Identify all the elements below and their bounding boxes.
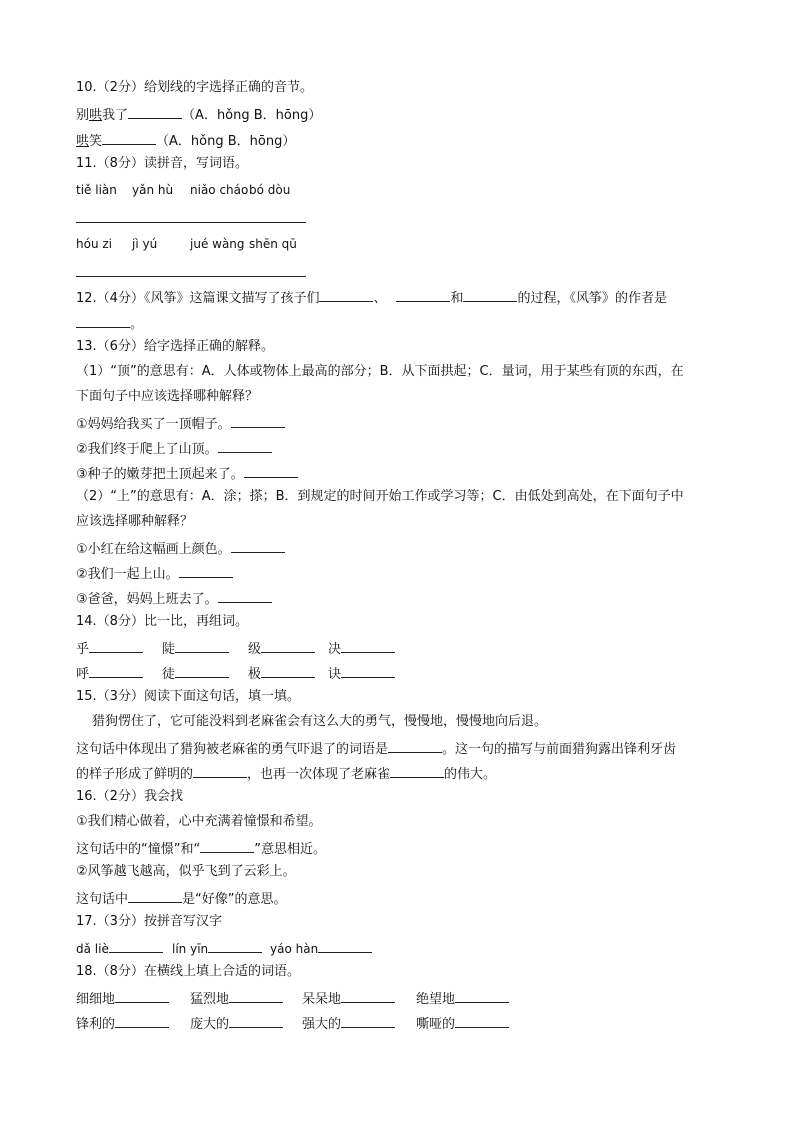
q14-heading: 14.（8分）比一比，再组词。 (76, 614, 248, 629)
q11-heading: 11.（8分）读拼音，写词语。 (76, 156, 248, 171)
q10-answer-blank-2[interactable] (102, 131, 156, 145)
q15-heading: 15.（3分）阅读下面这句话，填一填。 (76, 689, 300, 704)
q18-blank[interactable] (341, 1014, 395, 1028)
q11-pinyin-3: niǎo cháo (190, 183, 249, 197)
q17-blank[interactable] (208, 939, 262, 953)
q14-char: 极 (248, 667, 262, 682)
q10-row1-post: 我了 (102, 108, 129, 123)
q10-underlined-char-1: 哄 (89, 108, 103, 123)
q16-sentence-2: ②风筝越飞越高，似乎飞到了云彩上。 (76, 864, 296, 879)
q12-line-2 (76, 314, 143, 333)
q10-options-1: （A．hǒng B．hōng） (182, 108, 322, 123)
q10-row-1 (76, 105, 321, 124)
q13-sentence-1 (76, 414, 285, 433)
q17-pinyin: lín yīn (172, 942, 209, 956)
q14-blank[interactable] (261, 664, 315, 678)
q18-word: 细细地 (76, 992, 116, 1007)
q18-word: 锋利的 (76, 1017, 116, 1032)
q13-s4-text: ①小红在给这幅画上颜色。 (76, 542, 231, 557)
q11-pinyin-5: hóu zi (76, 237, 112, 251)
q18-item-6 (190, 1014, 283, 1033)
q18-blank[interactable] (341, 989, 395, 1003)
q13-sentence-4 (76, 539, 285, 558)
q13-sentence-6 (76, 589, 272, 608)
q18-blank[interactable] (229, 989, 283, 1003)
q14-item-8 (328, 664, 395, 683)
q15-blank-3[interactable] (390, 764, 444, 778)
q13-part1-line-1: （1）“顶”的意思有：A．人体或物体上最高的部分；B．从下面拱起；C．量词，用于某些有顶的东西，在 (76, 364, 684, 379)
q18-blank[interactable] (455, 989, 509, 1003)
q13-part1-line-2: 下面句子中应该选择哪种解释？ (76, 389, 259, 404)
q18-blank[interactable] (455, 1014, 509, 1028)
q18-item-3 (302, 989, 395, 1008)
q12-blank-4[interactable] (76, 314, 130, 328)
q14-char: 陡 (162, 642, 176, 657)
q10-row2-post: 笑 (89, 134, 103, 149)
q13-sentence-3 (76, 464, 298, 483)
q18-word: 庞大的 (190, 1017, 230, 1032)
q17-blank[interactable] (318, 939, 372, 953)
q17-heading: 17.（3分）按拼音写汉字 (76, 914, 222, 929)
q10-underlined-char-2: 哄 (76, 134, 90, 149)
q18-item-1 (76, 989, 169, 1008)
q18-word: 呆呆地 (302, 992, 342, 1007)
q18-heading: 18.（8分）在横线上填上合适的词语。 (76, 964, 300, 979)
q10-answer-blank-1[interactable] (128, 105, 182, 119)
q18-item-5 (76, 1014, 169, 1033)
q15-text-c: 的样子形成了鲜明的 (76, 767, 194, 782)
q14-blank[interactable] (341, 639, 395, 653)
q16-question-1 (76, 839, 326, 858)
q18-word: 绝望地 (416, 992, 456, 1007)
q10-row-2 (76, 131, 295, 150)
q11-pinyin-4: bó dòu (249, 183, 291, 197)
q14-item-1 (76, 639, 143, 658)
q16-blank-2[interactable] (128, 889, 182, 903)
q13-sentence-2 (76, 439, 272, 458)
q15-blank-1[interactable] (388, 739, 442, 753)
q12-text-end: 。 (130, 317, 144, 332)
q14-blank[interactable] (175, 664, 229, 678)
q13-s1-text: ①妈妈给我买了一顶帽子。 (76, 417, 231, 432)
q15-text-d: ，也再一次体现了老麻雀 (247, 767, 391, 782)
q13-heading: 13.（6分）给字选择正确的解释。 (76, 339, 274, 354)
q18-blank[interactable] (115, 1014, 169, 1028)
q11-pinyin-7: jué wàng (190, 237, 245, 251)
q13-blank-6[interactable] (218, 589, 272, 603)
q11-pinyin-1: tiě liàn (76, 183, 117, 197)
q16-sentence-1: ①我们精心做着，心中充满着憧憬和希望。 (76, 814, 322, 829)
q17-pinyin: dǎ liè (76, 942, 109, 956)
q18-word: 嘶哑的 (416, 1017, 456, 1032)
q16-question-2 (76, 889, 287, 908)
q14-char: 徒 (162, 667, 176, 682)
q13-part2-line-1: （2）“上”的意思有：A．涂；搽；B．到规定的时间开始工作或学习等；C．由低处到高处，在下面句子中 (76, 489, 684, 504)
q13-blank-2[interactable] (218, 439, 272, 453)
q18-blank[interactable] (229, 1014, 283, 1028)
q18-item-7 (302, 1014, 395, 1033)
q18-word: 猛烈地 (190, 992, 230, 1007)
q11-pinyin-2: yǎn hù (132, 183, 174, 197)
q17-blank[interactable] (109, 939, 163, 953)
q13-blank-4[interactable] (231, 539, 285, 553)
q11-answer-line-2[interactable] (76, 276, 306, 277)
q15-line-1 (76, 739, 676, 758)
q10-row1-pre: 别 (76, 108, 90, 123)
q13-blank-5[interactable] (179, 564, 233, 578)
q14-item-6 (162, 664, 229, 683)
q12-text-a: 12.（4分）《风筝》这篇课文描写了孩子们 (76, 291, 320, 306)
q13-s6-text: ③爸爸，妈妈上班去了。 (76, 592, 218, 607)
q14-blank[interactable] (175, 639, 229, 653)
q15-line-2 (76, 764, 496, 783)
q14-char: 诀 (328, 667, 342, 682)
q10-options-2: （A．hǒng B．hōng） (156, 134, 296, 149)
q12-blank-1[interactable] (319, 288, 373, 302)
q15-text-b: 。这一句的描写与前面猎狗露出锋利牙齿 (442, 742, 677, 757)
q18-item-4 (416, 989, 509, 1008)
q12-text-b: 、 (373, 291, 387, 306)
q14-item-5 (76, 664, 143, 683)
q14-item-7 (248, 664, 315, 683)
q11-answer-line-1[interactable] (76, 222, 306, 223)
q16-blank-1[interactable] (200, 839, 254, 853)
q14-item-2 (162, 639, 229, 658)
q18-item-8 (416, 1014, 509, 1033)
q12-text-c: 和 (450, 291, 464, 306)
q13-s3-text: ③种子的嫩芽把土顶起来了。 (76, 467, 244, 482)
q12-blank-2[interactable] (396, 288, 450, 302)
q12-blank-3[interactable] (463, 288, 517, 302)
q18-item-2 (190, 989, 283, 1008)
q13-part2-line-2: 应该选择哪种解释？ (76, 514, 194, 529)
q14-item-4 (328, 639, 395, 658)
q11-pinyin-6: jì yú (132, 237, 158, 251)
q14-item-3 (248, 639, 315, 658)
q15-text-e: 的伟大。 (444, 767, 497, 782)
q13-sentence-5 (76, 564, 233, 583)
q13-blank-1[interactable] (231, 414, 285, 428)
q14-blank[interactable] (89, 639, 143, 653)
q10-heading: 10.（2分）给划线的字选择正确的音节。 (76, 80, 313, 95)
q18-blank[interactable] (115, 989, 169, 1003)
q16-q2-text-a: 这句话中 (76, 892, 129, 907)
q14-char: 决 (328, 642, 342, 657)
q17-item-3 (270, 939, 372, 957)
q16-q1-text-a: 这句话中的“憧憬”和“ (76, 842, 201, 857)
q13-s2-text: ②我们终于爬上了山顶。 (76, 442, 218, 457)
q15-quote: 猎狗愣住了，它可能没料到老麻雀会有这么大的勇气，慢慢地，慢慢地向后退。 (92, 714, 548, 729)
q18-word: 强大的 (302, 1017, 342, 1032)
q14-char: 呼 (76, 667, 90, 682)
q13-blank-3[interactable] (244, 464, 298, 478)
q17-item-1 (76, 939, 163, 957)
q13-s5-text: ②我们一起上山。 (76, 567, 179, 582)
q17-pinyin: yáo hàn (270, 942, 319, 956)
q16-q2-text-b: 是“好像”的意思。 (182, 892, 287, 907)
q14-blank[interactable] (341, 664, 395, 678)
q16-q1-text-b: ”意思相近。 (254, 842, 326, 857)
q14-blank[interactable] (89, 664, 143, 678)
q11-pinyin-8: shēn qū (249, 237, 297, 251)
q16-heading: 16.（2分）我会找 (76, 789, 183, 804)
q12-text-d: 的过程，《风筝》的作者是 (517, 291, 667, 306)
q15-blank-2[interactable] (193, 764, 247, 778)
q14-char: 级 (248, 642, 262, 657)
q12-line-1 (76, 288, 667, 307)
q15-text-a: 这句话中体现出了猎狗被老麻雀的勇气吓退了的词语是 (76, 742, 389, 757)
q14-blank[interactable] (261, 639, 315, 653)
q17-item-2 (172, 939, 262, 957)
q14-char: 乎 (76, 642, 90, 657)
